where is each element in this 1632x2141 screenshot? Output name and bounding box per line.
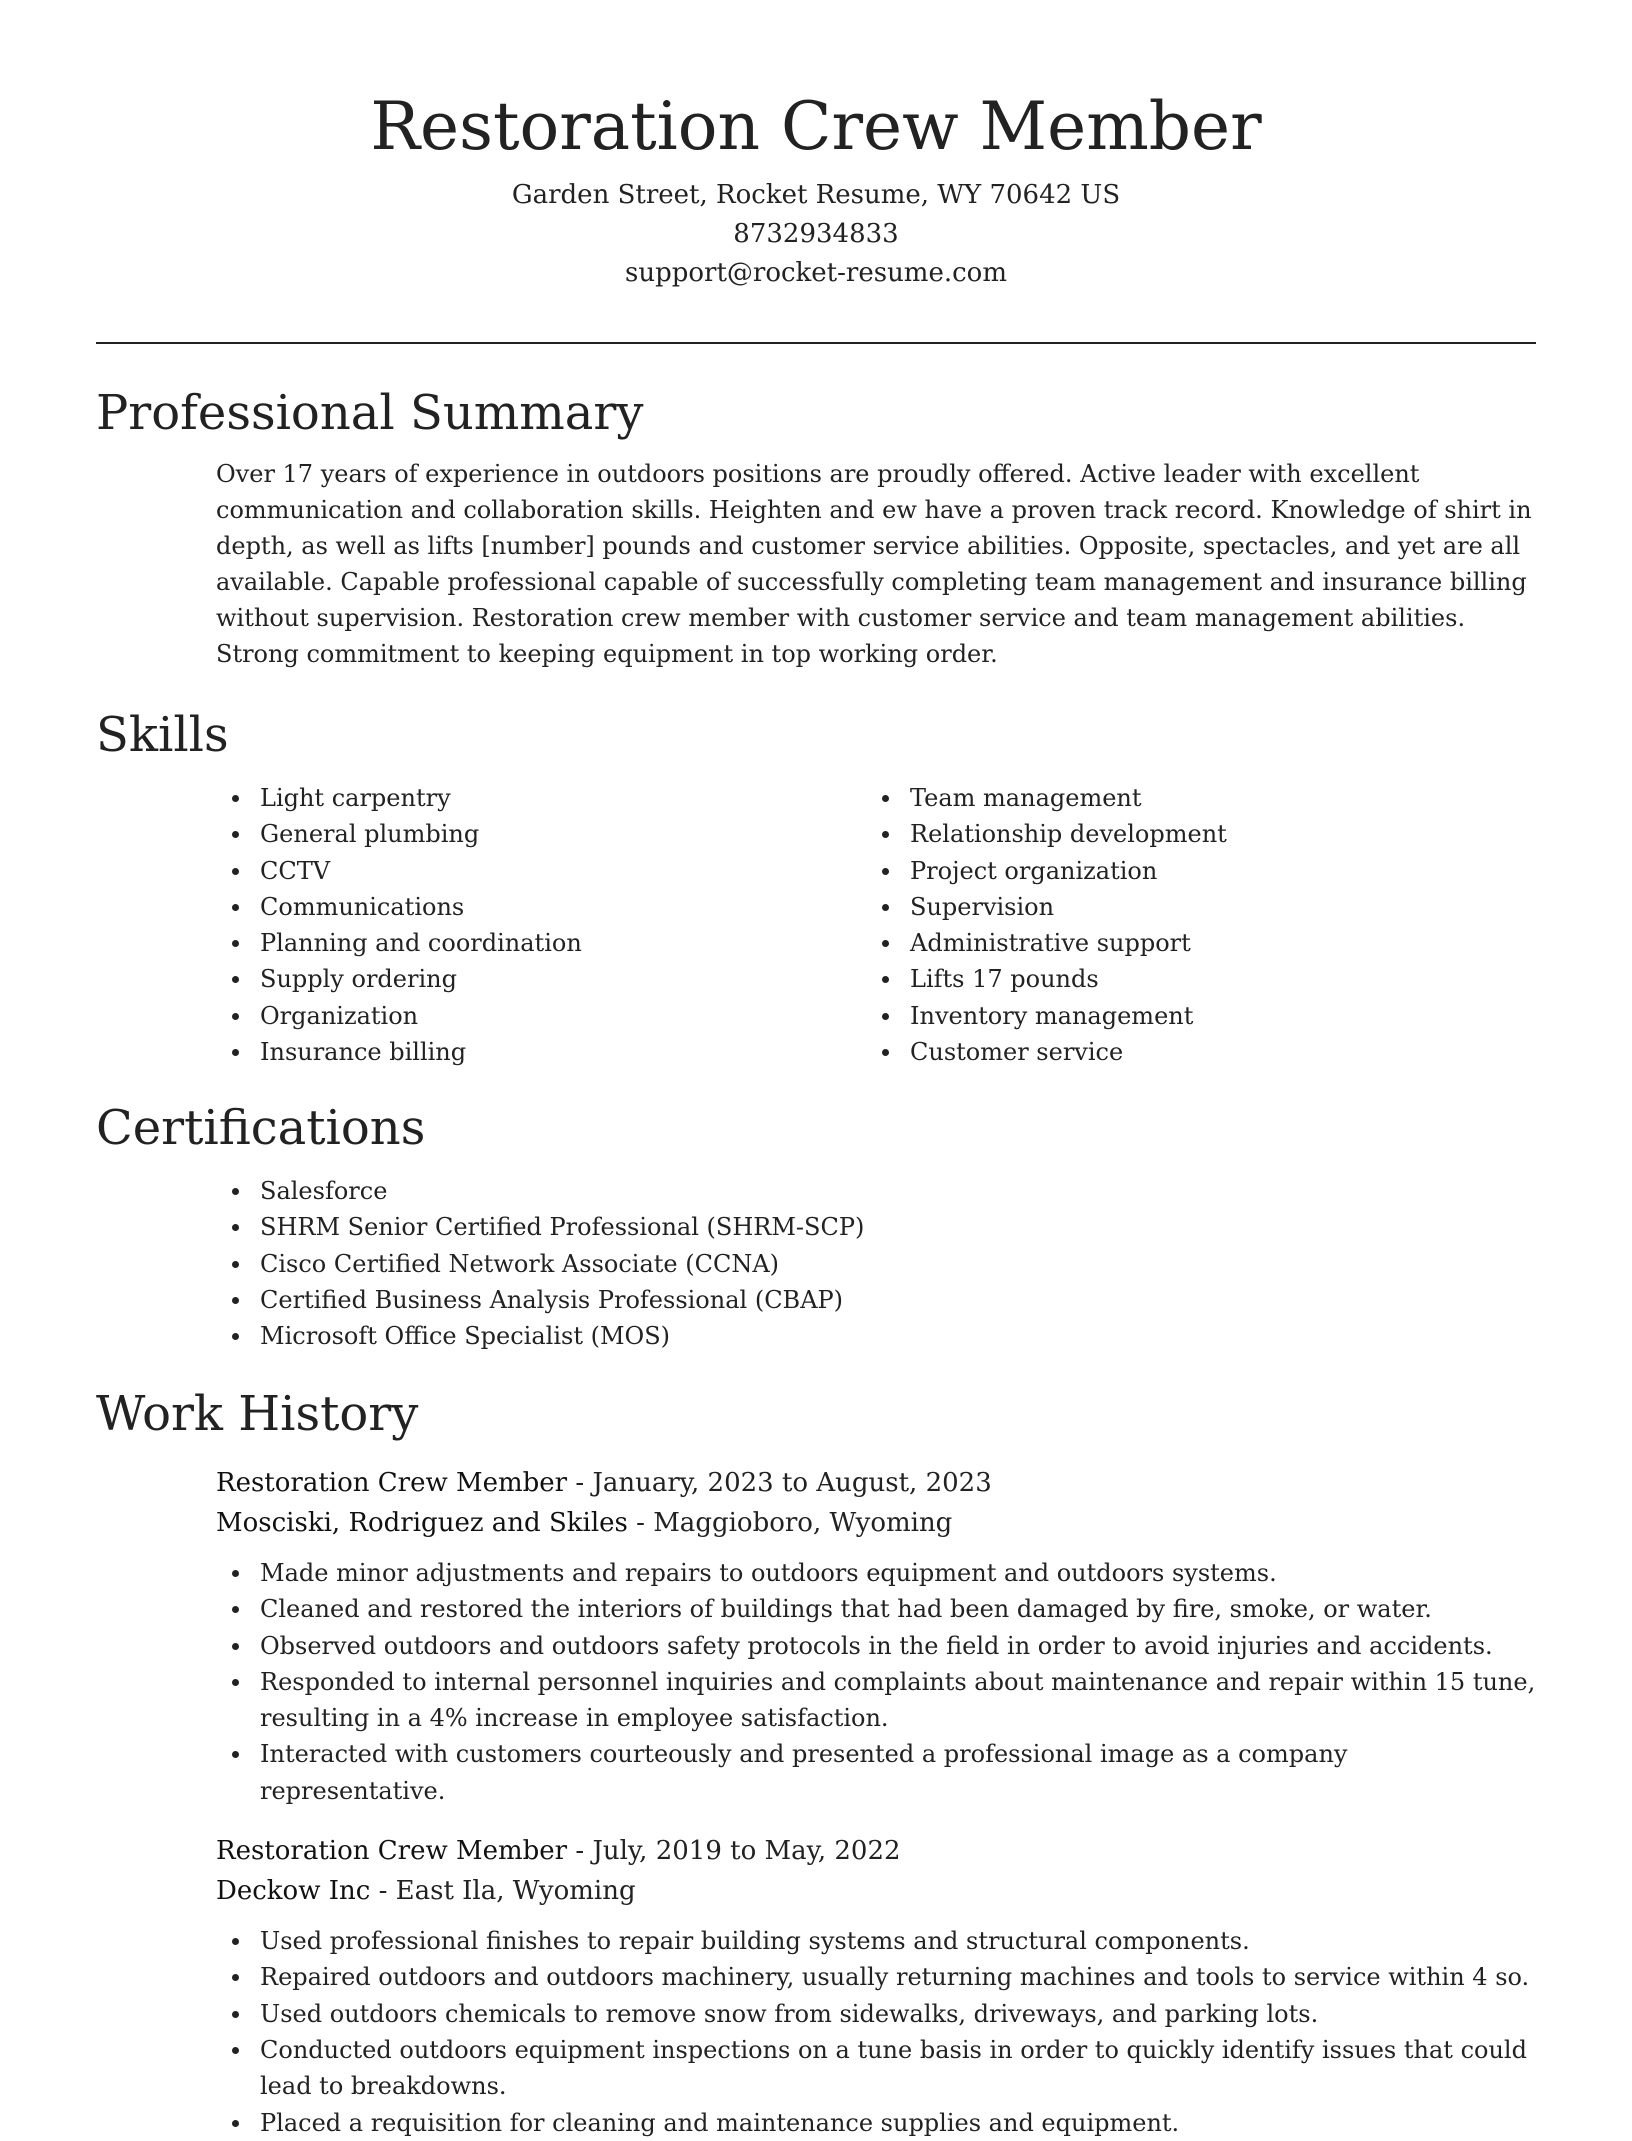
job-bullet: Made minor adjustments and repairs to outdoors equipment and outdoors systems. xyxy=(216,1555,1538,1591)
job-bullet: Responded to internal personnel inquiries and complaints about maintenance and repair within 15 tune, resulting in a 4% increase in employee satisfaction. xyxy=(216,1664,1538,1737)
job-bullet: Repaired outdoors and outdoors machinery, usually returning machines and tools to service within 4 so. xyxy=(216,1959,1538,1995)
job-company: Deckow Inc xyxy=(216,1876,371,1907)
skill-item: Supervision xyxy=(866,889,1516,925)
job-company-line xyxy=(216,1871,1536,1911)
skill-item: Planning and coordination xyxy=(216,925,866,961)
certifications-heading: Certifications xyxy=(96,1100,426,1156)
skill-item: Administrative support xyxy=(866,925,1516,961)
summary-section xyxy=(96,382,1536,672)
job-dates: - January, 2023 to August, 2023 xyxy=(567,1468,992,1498)
certification-item: Certified Business Analysis Professional (CBAP) xyxy=(216,1282,1536,1318)
summary-heading: Professional Summary xyxy=(96,385,644,441)
certification-item: SHRM Senior Certified Professional (SHRM-SCP) xyxy=(216,1209,1536,1245)
candidate-name: Restoration Crew Member xyxy=(370,88,1262,165)
work-history-heading: Work History xyxy=(96,1386,419,1442)
job-bullets xyxy=(216,1555,1538,1809)
job-location: - East Ila, Wyoming xyxy=(370,1876,636,1907)
certification-item: Cisco Certified Network Associate (CCNA) xyxy=(216,1246,1536,1282)
job-dates: - July, 2019 to May, 2022 xyxy=(567,1836,901,1867)
skill-item: Relationship development xyxy=(866,816,1516,852)
job-entry xyxy=(96,1463,1536,1809)
skill-item: Inventory management xyxy=(866,998,1516,1034)
job-title: Restoration Crew Member xyxy=(216,1836,568,1867)
job-company-line xyxy=(216,1503,1536,1543)
skill-item: Supply ordering xyxy=(216,961,866,997)
contact-email: support@rocket-resume.com xyxy=(624,258,1007,288)
skill-item: Light carpentry xyxy=(216,780,866,816)
certifications-list xyxy=(216,1173,1536,1354)
job-company: Mosciski, Rodriguez and Skiles xyxy=(216,1508,628,1538)
skills-right-column xyxy=(866,780,1516,1070)
resume-header xyxy=(96,82,1536,293)
skill-item: Customer service xyxy=(866,1034,1516,1070)
job-bullet: Cleaned and restored the interiors of buildings that had been damaged by fire, smoke, or water. xyxy=(216,1591,1538,1627)
job-bullet: Observed outdoors and outdoors safety protocols in the field in order to avoid injuries and accidents. xyxy=(216,1628,1538,1664)
skills-grid xyxy=(216,780,1536,1070)
job-location: - Maggioboro, Wyoming xyxy=(627,1508,953,1538)
job-bullet: Used outdoors chemicals to remove snow from sidewalks, driveways, and parking lots. xyxy=(216,1996,1538,2032)
skill-item: Insurance billing xyxy=(216,1034,866,1070)
job-bullet: Interacted with customers courteously and presented a professional image as a company representative. xyxy=(216,1736,1538,1809)
job-title-line xyxy=(216,1831,1536,1871)
skill-item: Project organization xyxy=(866,853,1516,889)
certification-item: Salesforce xyxy=(216,1173,1536,1209)
work-history-section xyxy=(96,1383,1536,2141)
certification-item: Microsoft Office Specialist (MOS) xyxy=(216,1318,1536,1354)
contact-address: Garden Street, Rocket Resume, WY 70642 US xyxy=(511,180,1121,210)
skill-item: Organization xyxy=(216,998,866,1034)
skill-item: Lifts 17 pounds xyxy=(866,961,1516,997)
skill-item: Team management xyxy=(866,780,1516,816)
skills-heading: Skills xyxy=(96,707,229,763)
job-entry xyxy=(96,1831,1536,2141)
certifications-section xyxy=(96,1097,1536,1354)
skills-section xyxy=(96,704,1536,1070)
summary-text: Over 17 years of experience in outdoors positions are proudly offered. Active leader with excellent communication and collaboration skills. Heighten and ew have a proven track record. Knowledge of shirt in depth, as well as lifts [number] pounds and customer service abilities. Opposite, spectacles, and yet are all available. Capable professional capable of successfully completing team management and insurance billing without supervision. Restoration crew member with customer service and team management abilities. Strong commitment to keeping equipment in top working order. xyxy=(216,460,1532,668)
skills-left-column xyxy=(216,780,866,1070)
job-bullet: Placed a requisition for cleaning and maintenance supplies and equipment. xyxy=(216,2105,1538,2141)
header-divider xyxy=(96,342,1536,344)
job-bullet: Conducted outdoors equipment inspections on a tune basis in order to quickly identify issues that could lead to breakdowns. xyxy=(216,2032,1538,2105)
skill-item: General plumbing xyxy=(216,816,866,852)
skill-item: CCTV xyxy=(216,853,866,889)
skill-item: Communications xyxy=(216,889,866,925)
job-title: Restoration Crew Member xyxy=(216,1468,568,1498)
contact-phone: 8732934833 xyxy=(733,219,899,249)
job-bullets xyxy=(216,1923,1538,2141)
job-title-line xyxy=(216,1463,1536,1503)
job-bullet: Used professional finishes to repair building systems and structural components. xyxy=(216,1923,1538,1959)
